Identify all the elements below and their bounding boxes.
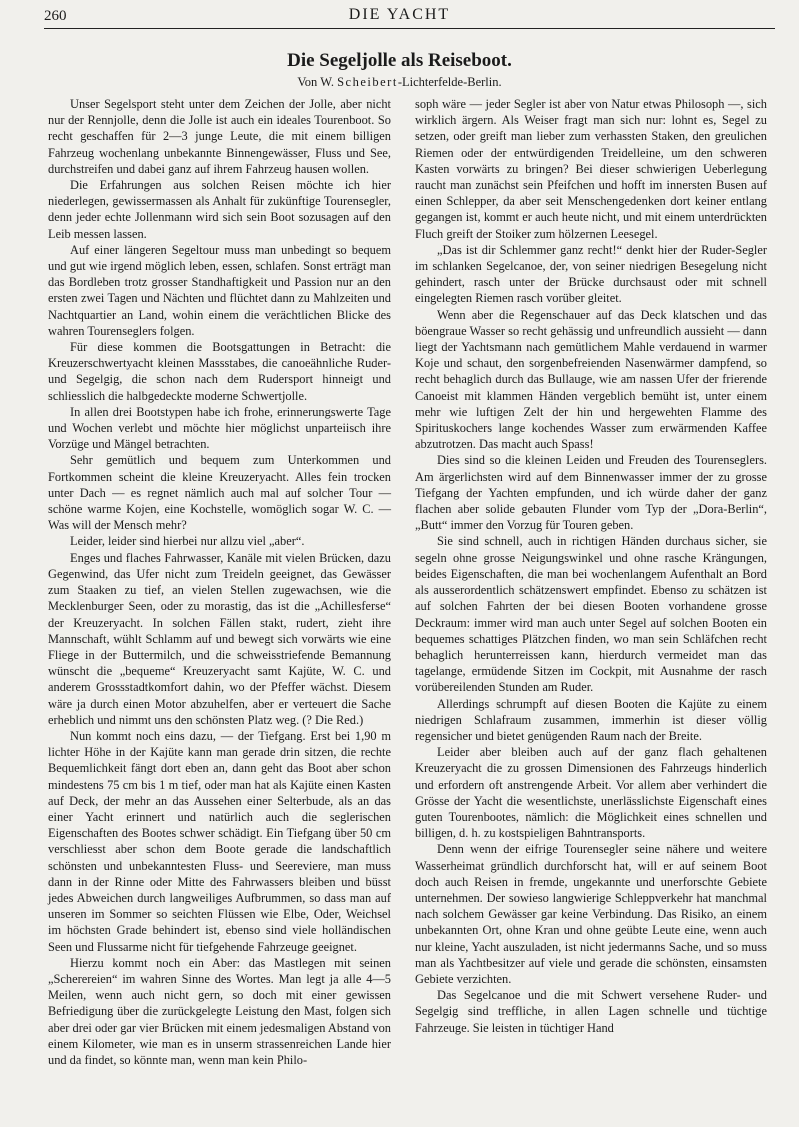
paragraph: In allen drei Bootstypen habe ich frohe, erinnerungswerte Tage und Wochen verlebt und möchte hier möglichst unparteiisch ihre Vorzüge und Mängel betrachten.: [48, 404, 391, 452]
paragraph: Wenn aber die Regenschauer auf das Deck klatschen und das böengraue Wasser so recht gehässig und unfreundlich aussieht — dann liegt der Yachtsmann nach gemütlichem Mahle verdauend in warmer Koje und schaut, den sorgenbefreienden Nasenwärmer dampfend, so recht behaglich durch das Bullauge, wie am nassen Ufer der frierende Canoeist mit klammen Händen vergeblich bemüht ist, unter einem mehr wie luftigen Zelt der hin und hergewehten Flamme des Spirituskochers lange kochendes Wasser zum erwärmenden Kaffee abzutrotzen. Das macht auch Spass!: [415, 307, 767, 452]
left-column: [48, 96, 391, 1068]
paragraph: Allerdings schrumpft auf diesen Booten die Kajüte zu einem niedrigen Schlafraum zusammen, immerhin ist dieser völlig regensicher und bietet genügenden Raum nach der Breite.: [415, 696, 767, 743]
paragraph: Dies sind so die kleinen Leiden und Freuden des Tourenseglers. Am ärgerlichsten wird auf dem Binnenwasser immer der zu grosse Tiefgang der Yachten empfunden, und ich würde daher der ganz flachen aber solide gebauten Flunder vom Typ der „Dora-Berlin“, „Butt“ immer den Vorzug für Touren geben.: [415, 453, 767, 533]
paragraph: Sie sind schnell, auch in richtigen Händen durchaus sicher, sie segeln ohne grosse Neigungswinkel und ohne rasche Krängungen, beides Eigenschaften, die man bei wochenlangem Aufenthalt an Bord als ausserordentlich schätzenswert empfindet. Ebenso zu schätzen ist auf solchen Fahrten der bei diesen Booten vorhandene grosse Deckraum: immer wird man auch unter Segel auf solchen Booten ein bequemes schattiges Plätzchen finden, wo man sein Schläfchen recht behaglich herunterreissen kann, hierdurch vermeidet man das tagelange, ermüdende Sitzen im Cockpit, mit Ausnahme der rasch vorübereilenden Stunden am Ruder.: [415, 534, 767, 695]
byline-author: Scheibert: [337, 75, 398, 89]
paragraph: Enges und flaches Fahrwasser, Kanäle mit vielen Brücken, dazu Gegenwind, das Ufer nicht zum Treideln geeignet, das Gewässer zum Staaken zu tief, an vielen Stellen zugewachsen, wie die Mecklenburger Seen, oder zu morastig, das ist die „Achillesferse“ der Kreuzeryacht. In solchen Fällen stakt, rudert, zieht ihre Mannschaft, wühlt Schlamm auf und bewegt sich vorwärts wie eine Fliege in der Buttermilch, und die schweisstriefende Bemannung wünscht die „bequeme“ Kreuzeryacht samt Kajüte, W. C. und anderem Grossstadtkomfort dahin, wo der Pfeffer wächst. Diesem wäre ja durch einen Motor abzuhelfen, aber er verteuert die Sache erheblich und nimmt uns den schönsten Platz weg. (? Die Red.): [48, 550, 391, 727]
header-rule: [44, 28, 775, 29]
paragraph: Sehr gemütlich und bequem zum Unterkommen und Fortkommen scheint die kleine Kreuzeryacht. Alles fein trocken unter Dach — es regnet nämlich auch mal auf solcher Tour — schöne warme Kojen, eine Kochstelle, womöglich sogar W. C. — Was will der Mensch mehr?: [48, 453, 391, 533]
paragraph: Auf einer längeren Segeltour muss man unbedingt so bequem und gut wie irgend möglich leben, essen, schlafen. Sonst erträgt man das Bordleben trotz grosser Standhaftigkeit und Passion nur an den ersten zwei Tagen und Nächten und flüchtet dann zu Mahlzeiten und Nachtquartier an Land, wohin einem die verächtlichen Blicke des wahren Tourenseglers folgen.: [48, 242, 391, 338]
paragraph: Unser Segelsport steht unter dem Zeichen der Jolle, aber nicht nur der Rennjolle, denn die Jolle ist auch ein ideales Tourenboot. So recht geschaffen für 2—3 junge Leute, die mit einem billigen Fahrzeug wochenlang unbekannte Binnengewässer, Fluss und See, durchstreifen und dabei ganz auf ihrem Fahrzeug hausen wollen.: [48, 97, 391, 176]
paragraph: Leider, leider sind hierbei nur allzu viel „aber“.: [70, 534, 305, 549]
paragraph: Die Erfahrungen aus solchen Reisen möchte ich hier niederlegen, gewissermassen als Anhalt für zukünftige Tourensegler, denn jeder echte Jollenmann wird sich sein Boot sozusagen auf den Leib messen lassen.: [48, 178, 391, 241]
paragraph: soph wäre — jeder Segler ist aber von Natur etwas Philosoph —, sich wirklich ärgern. Als Weiser fragt man sich nur: lohnt es, Segel zu setzen, oder greift man lieber zum verhassten Staken, den greulichen Riemen oder der entwürdigenden Treidelleine, um den schweren Kasten vorwärts zu bringen? Bei dieser schwierigen Ueberlegung raucht man zunächst sein Pfeifchen und hofft im innersten Busen auf einen Schlepper, da aber seit Menschengedenken dort keiner entlang gegangen ist, kommt er auch heute nicht, und mit einem unterdrückten Fluch greift der Stoiker zum hölzernen Leesegel.: [415, 97, 767, 241]
right-column: [415, 96, 767, 1036]
byline-prefix: Von W.: [297, 75, 334, 89]
running-title: DIE YACHT: [348, 6, 451, 23]
paragraph: Nun kommt noch eins dazu, — der Tiefgang. Erst bei 1,90 m lichter Höhe in der Kajüte kann man gerade drin sitzen, die rechte Bequemlichkeit fängt dort eben an, dann geht das Boot aber schon mindestens 75 cm bis 1 m tief, oder man hat als Kajüte einen Kasten auf Deck, der mehr an das Aussehen einer Selterbude, als an das einer Yacht erinnert und natürlich auch die seglerischen Eigenschaften des Bootes schwer schädigt. Ein Tiefgang über 50 cm verschliesst aber schon dem Boote gerade die landschaftlich schönsten und unbekanntesten Fluss- und Seereviere, man muss dann in der Rinne oder Mitte des Fahrwassers bleiben und büsst jedes Abweichen durch langweiliges Aufbrummen, so dass man auf unseren im Sommer so seichten Flüssen wie Elbe, Oder, Weichsel im höchsten Grade behindert ist, ebenso sind viele holländischen Seen und Flussarme nicht für tiefgehende Fahrzeuge geeignet.: [48, 728, 391, 954]
paragraph: Leider aber bleiben auch auf der ganz flach gehaltenen Kreuzeryacht die zu grossen Dimensionen des Fahrzeugs hinderlich und erfordern oft anstrengende Arbeit. Vor allem aber verhindert die Grösse der Yacht die wesentlichste, unerlässlichste Eigenschaft eines guten Tourenbootes, nämlich: die Möglichkeit eines schnellen und billigen, d. h. zu kostspieligen Bahntransports.: [415, 745, 767, 841]
byline-suffix: -Lichterfelde-Berlin.: [397, 75, 502, 89]
article-title: Die Segeljolle als Reiseboot.: [287, 50, 512, 71]
paragraph: „Das ist dir Schlemmer ganz recht!“ denkt hier der Ruder-Segler im schlanken Segelcanoe, der, von seiner niedrigen Besegelung nicht gehindert, rasch unter der Brücke durchsaust oder mit schnell eingelegten Riemen rasch vorüber gleitet.: [415, 242, 767, 306]
byline: [0, 75, 799, 90]
page-number: 260: [44, 8, 67, 24]
paragraph: Das Segelcanoe und die mit Schwert versehene Ruder- und Segelgig sind treffliche, in allen Lagen schnelle und tüchtige Fahrzeuge. Sie leisten in tüchtiger Hand: [415, 988, 767, 1035]
paragraph: Hierzu kommt noch ein Aber: das Mastlegen mit seinen „Scherereien“ im wahren Sinne des Wortes. Man legt ja alle 4—5 Meilen, wenn auch nicht gern, so doch mit einer gewissen Befriedigung über die zurückgelegte Leistung den Mast, folgen sich aber drei oder gar vier Brücken mit einem jedesmaligen Abstand von einem Kilometer, wie man es in unserm strassenreichen Lande hier und da findet, so könnte man, wenn man kein Philo-: [48, 955, 391, 1067]
paragraph: Für diese kommen die Bootsgattungen in Betracht: die Kreuzerschwertyacht kleinen Massstabes, die canoeähnliche Ruder- und Segelgig, die schon nach dem Rudersport hinneigt und schliesslich die halbgedeckte moderne Schwertjolle.: [48, 340, 391, 403]
paragraph: Denn wenn der eifrige Tourensegler seine nähere und weitere Wasserheimat gründlich durchforscht hat, will er auf seinem Boot doch auch Reisen in fremde, ungekannte und unerforschte Gebiete unternehmen. Der sowieso langwierige Schleppverkehr hat manchmal nach solchem Gewässer gar keine Verbindung. Das Risiko, an einem unbekannten Ort, ohne Kran und ohne geübte Leute eine, wenn auch nur kleine, Yacht auszuladen, ist nicht jedermanns Sache, und so muss man als Yachtbesitzer auf viele und gerade die schönsten, einsamsten Gebiete verzichten.: [415, 842, 767, 986]
